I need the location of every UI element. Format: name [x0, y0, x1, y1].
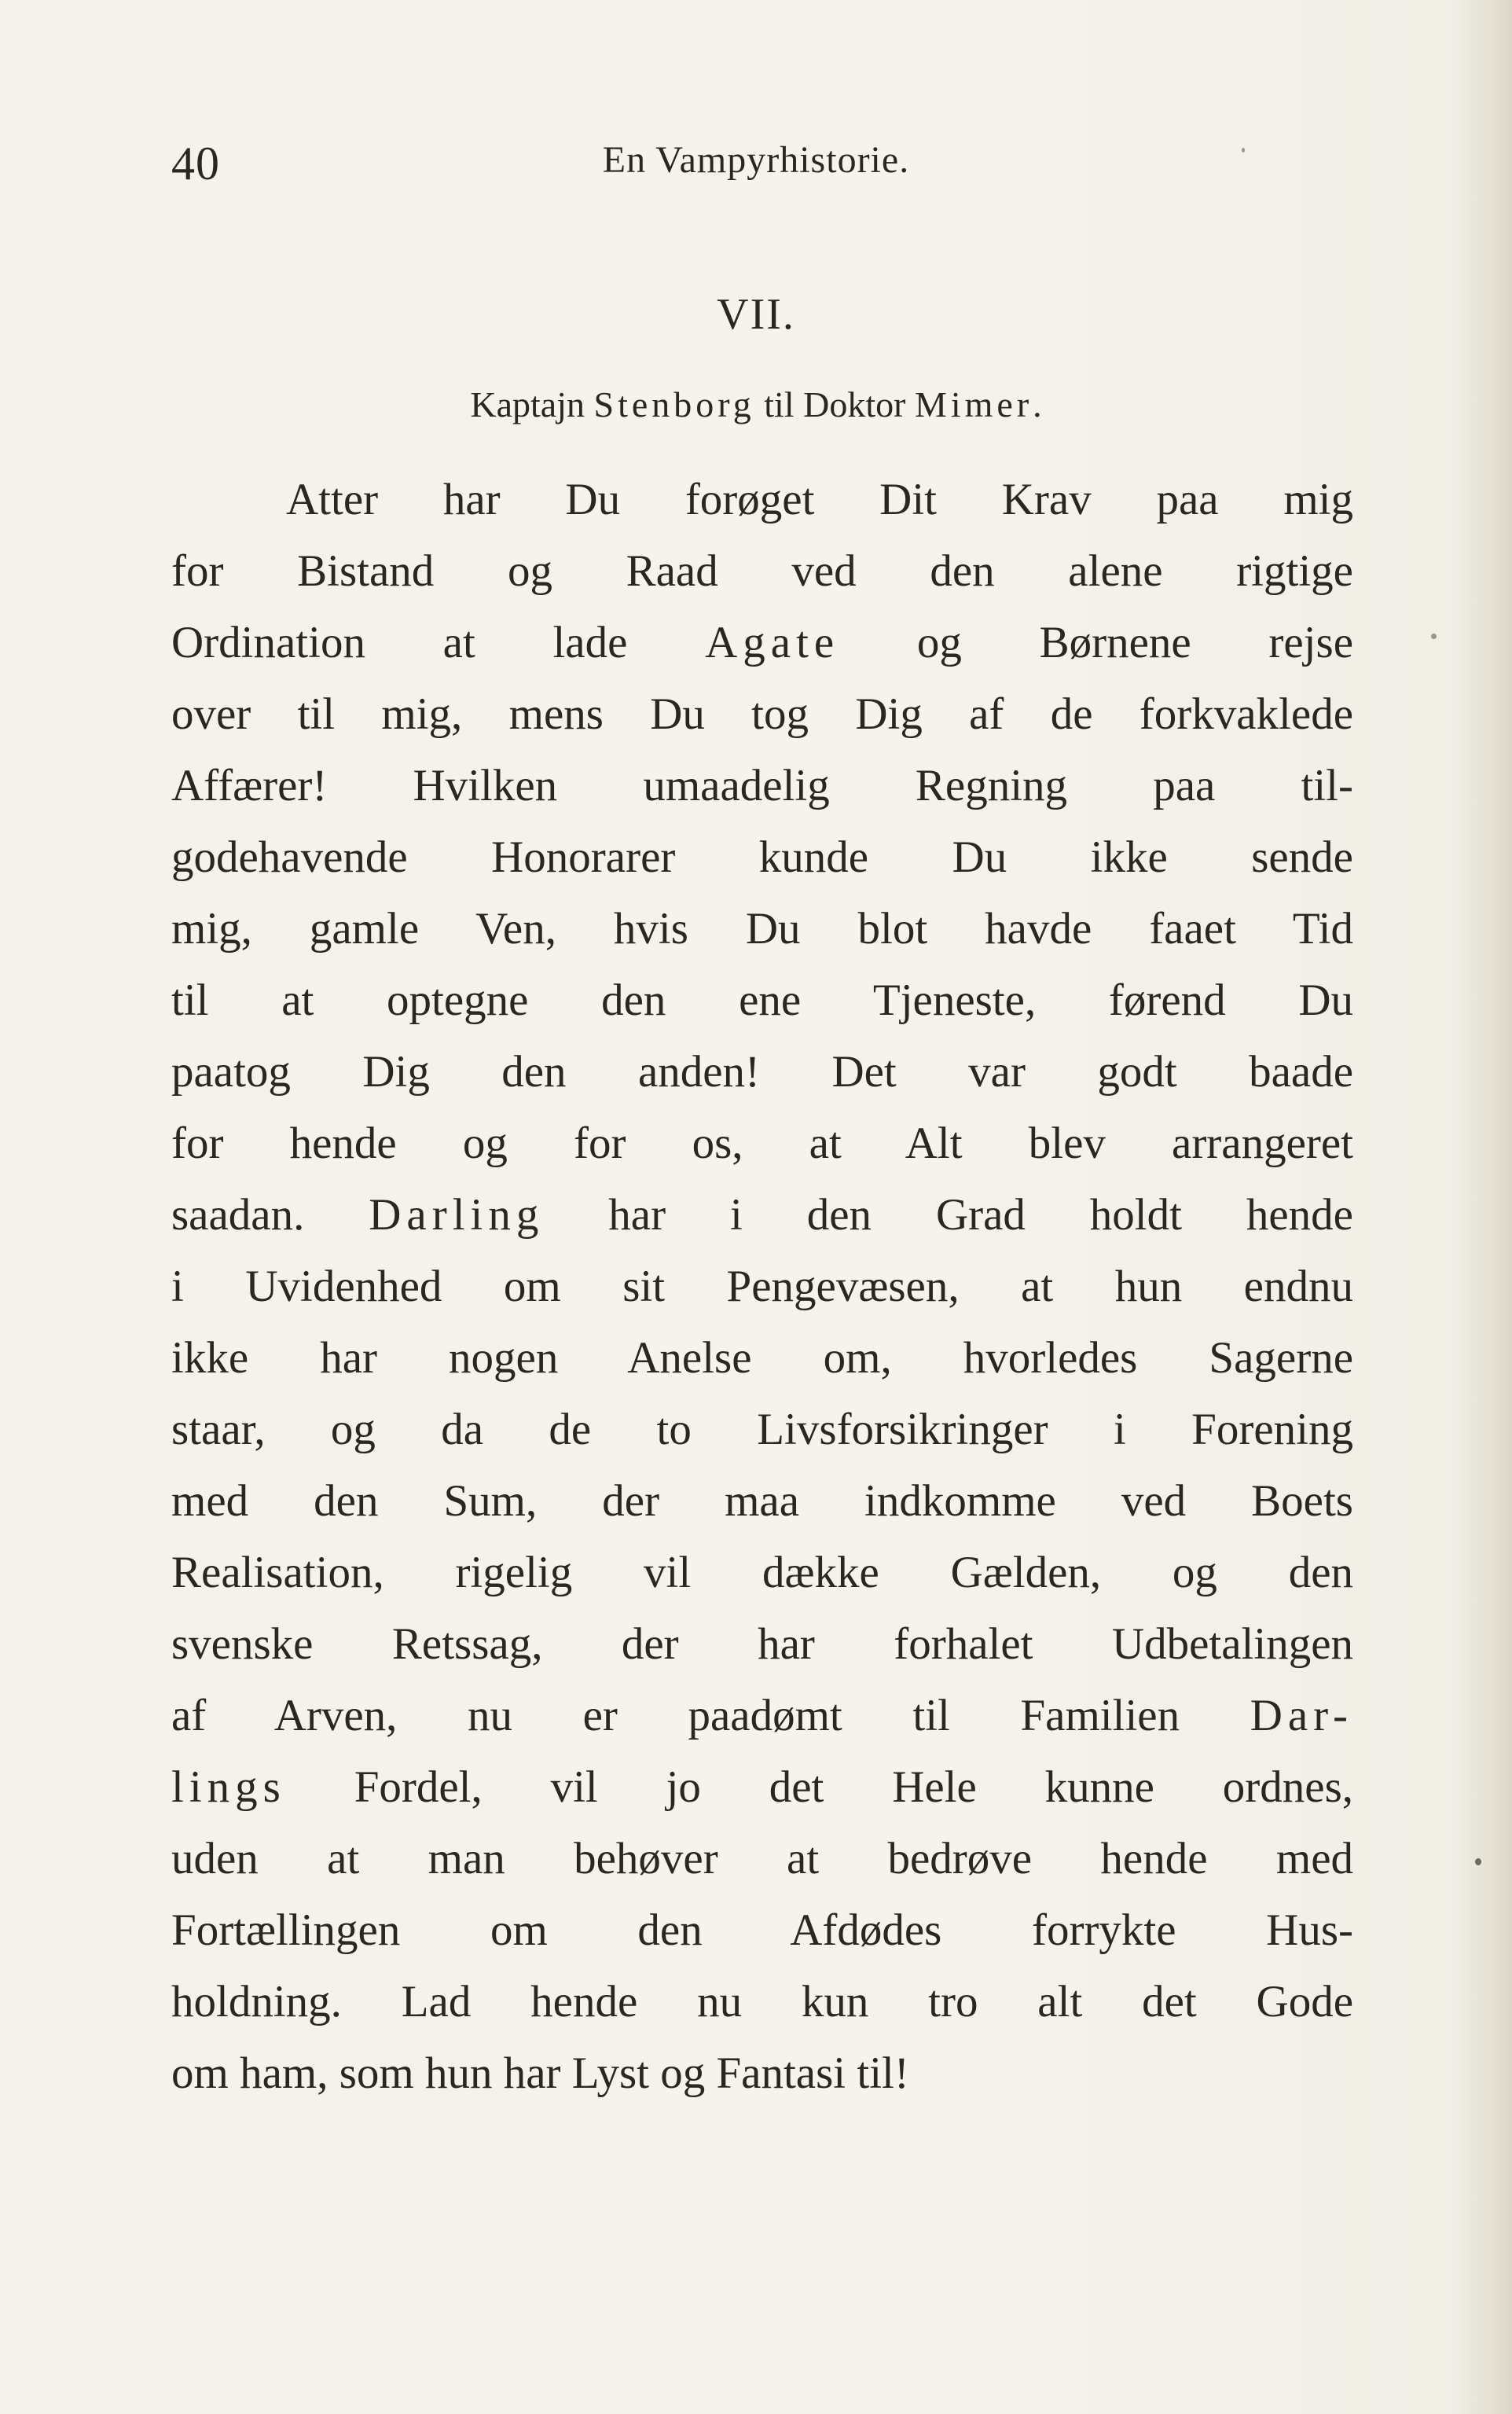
text-line — [171, 750, 1353, 821]
page-edge-shadow — [1457, 0, 1512, 2414]
text-segment: af Arven, nu er paadømt til Familien — [171, 1691, 1250, 1740]
chapter-title-name: Stenborg — [593, 384, 755, 424]
chapter-number: VII. — [717, 290, 795, 339]
chapter-title-part: til Doktor — [754, 384, 915, 424]
text-line — [171, 1751, 1353, 1823]
text-segment: har i den Grad holdt hende — [544, 1190, 1353, 1240]
text-line — [171, 1966, 1353, 2037]
text-line — [171, 2037, 1353, 2109]
text-line — [171, 1465, 1353, 1537]
text-segment: i Uvidenhed om sit Pengevæsen, at hun endnu — [171, 1262, 1353, 1311]
text-segment: staar, og da de to Livsforsikringer i Forening — [171, 1405, 1353, 1454]
text-segment: saadan. — [171, 1190, 369, 1240]
text-segment: Ordination at lade — [171, 618, 706, 667]
text-line — [171, 821, 1353, 893]
text-segment: for Bistand og Raad ved den alene rigtige — [171, 546, 1353, 596]
text-line — [171, 893, 1353, 964]
text-line — [171, 535, 1353, 607]
text-line — [171, 1894, 1353, 1966]
text-segment: Affærer! Hvilken umaadelig Regning paa til- — [171, 761, 1353, 810]
text-segment: Realisation, rigelig vil dække Gælden, og den — [171, 1548, 1353, 1597]
text-line — [171, 964, 1353, 1036]
paper-speck — [1475, 1858, 1481, 1865]
text-segment: Fordel, vil jo det Hele kunne ordnes, — [285, 1762, 1353, 1812]
text-line — [171, 1036, 1353, 1108]
text-line — [171, 607, 1353, 678]
text-segment: til at optegne den ene Tjeneste, førend Du — [171, 976, 1353, 1025]
chapter-title-part: . — [1033, 384, 1042, 424]
paper-speck — [1242, 148, 1245, 152]
text-line — [171, 1608, 1353, 1680]
spaced-name: Dar- — [1250, 1691, 1353, 1740]
text-line — [171, 464, 1353, 535]
spaced-name: Agate — [705, 618, 840, 667]
text-segment: holdning. Lad hende nu kun tro alt det Gode — [171, 1977, 1353, 2026]
text-segment: uden at man behøver at bedrøve hende med — [171, 1834, 1353, 1883]
page-number: 40 — [171, 138, 220, 189]
chapter-title — [0, 384, 1512, 424]
text-segment: godehavende Honorarer kunde Du ikke sende — [171, 832, 1353, 882]
running-head: En Vampyrhistorie. — [602, 139, 910, 181]
text-line — [171, 1251, 1353, 1322]
text-line — [171, 1394, 1353, 1465]
text-segment: svenske Retssag, der har forhalet Udbetalingen — [171, 1619, 1353, 1669]
chapter-title-part: Kaptajn — [470, 384, 594, 424]
text-line — [171, 1108, 1353, 1179]
text-segment: over til mig, mens Du tog Dig af de forkvaklede — [171, 689, 1353, 739]
body-text — [171, 464, 1353, 2109]
text-segment: og Børnene rejse — [839, 618, 1353, 667]
text-line — [171, 1179, 1353, 1251]
text-line — [171, 1680, 1353, 1751]
text-segment: ikke har nogen Anelse om, hvorledes Sagerne — [171, 1333, 1353, 1383]
text-segment: Fortællingen om den Afdødes forrykte Hus- — [171, 1905, 1353, 1955]
text-line — [171, 1823, 1353, 1894]
text-line — [171, 678, 1353, 750]
chapter-title-name: Mimer — [914, 384, 1033, 424]
spaced-name: Darling — [369, 1190, 545, 1240]
text-segment: paatog Dig den anden! Det var godt baade — [171, 1047, 1353, 1097]
text-segment: Atter har Du forøget Dit Krav paa mig — [286, 475, 1353, 524]
text-segment: mig, gamle Ven, hvis Du blot havde faaet Tid — [171, 904, 1353, 953]
text-segment: om ham, som hun har Lyst og Fantasi til! — [171, 2048, 909, 2098]
text-line — [171, 1322, 1353, 1394]
text-line — [171, 1537, 1353, 1608]
text-segment: med den Sum, der maa indkomme ved Boets — [171, 1476, 1353, 1526]
paper-speck — [1431, 634, 1437, 639]
spaced-name: lings — [171, 1762, 286, 1812]
text-segment: for hende og for os, at Alt blev arrangeret — [171, 1119, 1353, 1168]
